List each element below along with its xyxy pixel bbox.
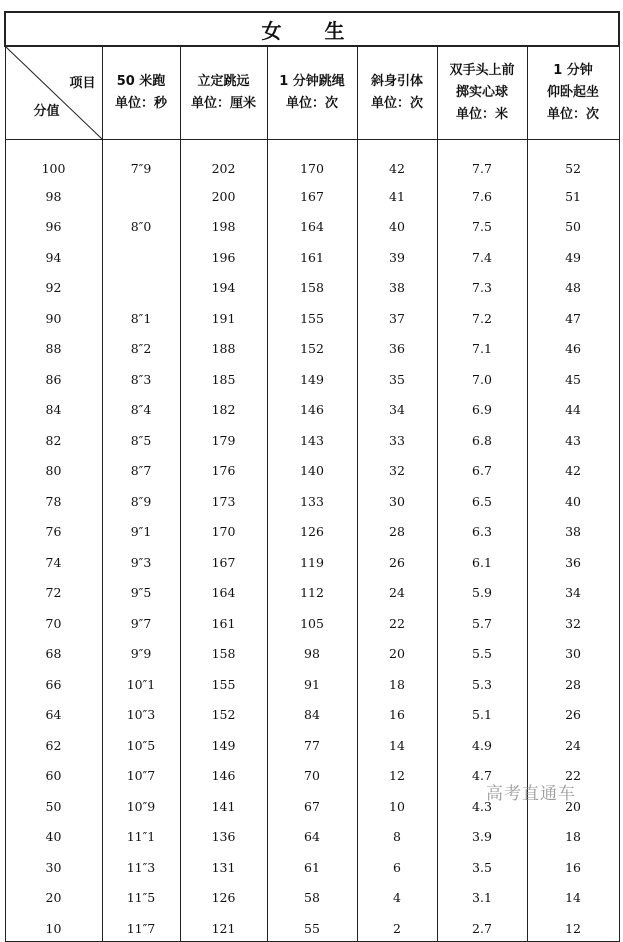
value-cell: 24 [527,727,619,758]
value-cell: 164 [267,209,357,240]
table-row [5,209,619,240]
value-cell: 52 [527,140,619,179]
table-title: 女 生 [5,12,619,46]
score-cell: 20 [5,880,102,911]
value-cell: 10″9 [102,788,180,819]
value-cell: 167 [180,544,267,575]
value-cell: 2.7 [437,910,527,941]
value-cell: 5.9 [437,575,527,606]
value-cell: 55 [267,910,357,941]
table-row [5,514,619,545]
column-header-3 [267,46,357,140]
value-cell: 121 [180,910,267,941]
value-cell: 24 [357,575,437,606]
value-cell: 6.8 [437,422,527,453]
table-row [5,483,619,514]
value-cell: 64 [267,819,357,850]
value-cell: 84 [267,697,357,728]
column-unit: 单位：次 [370,96,423,111]
value-cell: 3.9 [437,819,527,850]
value-cell: 47 [527,300,619,331]
value-cell: 46 [527,331,619,362]
value-cell: 4.9 [437,727,527,758]
table-row [5,392,619,423]
value-cell: 11″5 [102,880,180,911]
value-cell: 48 [527,270,619,301]
value-cell: 30 [527,636,619,667]
value-cell: 26 [527,697,619,728]
value-cell: 158 [180,636,267,667]
score-cell: 90 [5,300,102,331]
score-cell: 66 [5,666,102,697]
column-header-2 [180,46,267,140]
value-cell: 7.1 [437,331,527,362]
value-cell: 152 [180,697,267,728]
value-cell: 8″5 [102,422,180,453]
value-cell: 30 [357,483,437,514]
value-cell: 22 [357,605,437,636]
value-cell: 32 [357,453,437,484]
table-row [5,331,619,362]
score-cell: 92 [5,270,102,301]
score-cell: 98 [5,178,102,209]
score-cell: 64 [5,697,102,728]
value-cell: 22 [527,758,619,789]
value-cell: 140 [267,453,357,484]
table-row [5,697,619,728]
value-cell: 51 [527,178,619,209]
score-cell: 30 [5,849,102,880]
value-cell: 35 [357,361,437,392]
score-cell: 50 [5,788,102,819]
value-cell: 18 [357,666,437,697]
value-cell: 11″7 [102,910,180,941]
value-cell: 202 [180,140,267,179]
column-header-6 [527,46,619,140]
value-cell: 8 [357,819,437,850]
column-unit: 单位：米 [455,107,508,122]
score-cell: 88 [5,331,102,362]
column-unit: 单位：次 [285,96,338,111]
column-name: 立定跳远 [197,74,250,89]
value-cell: 33 [357,422,437,453]
value-cell: 41 [357,178,437,209]
column-name: 1 分钟 仰卧起坐 [547,63,600,100]
value-cell: 7″9 [102,140,180,179]
table-row [5,636,619,667]
value-cell: 155 [267,300,357,331]
value-cell: 5.5 [437,636,527,667]
value-cell: 185 [180,361,267,392]
table-row [5,140,619,179]
value-cell: 170 [180,514,267,545]
score-cell: 70 [5,605,102,636]
score-cell: 82 [5,422,102,453]
value-cell: 14 [527,880,619,911]
value-cell: 146 [267,392,357,423]
value-cell: 200 [180,178,267,209]
value-cell: 7.3 [437,270,527,301]
corner-label-item: 项目 [69,76,96,91]
value-cell: 9″3 [102,544,180,575]
value-cell: 9″5 [102,575,180,606]
value-cell: 37 [357,300,437,331]
column-name: 双手头上前 掷实心球 [449,63,515,100]
value-cell: 8″4 [102,392,180,423]
table-row [5,849,619,880]
value-cell: 11″1 [102,819,180,850]
watermark-text: 高考直通车 [486,784,576,804]
value-cell: 112 [267,575,357,606]
value-cell: 4.3 [437,788,527,819]
value-cell: 45 [527,361,619,392]
value-cell: 7.7 [437,140,527,179]
value-cell: 6.9 [437,392,527,423]
value-cell: 14 [357,727,437,758]
header-row [5,46,619,140]
value-cell: 49 [527,239,619,270]
score-cell: 96 [5,209,102,240]
value-cell: 18 [527,819,619,850]
value-cell: 40 [357,209,437,240]
column-name: 斜身引体 [370,74,423,89]
value-cell: 7.2 [437,300,527,331]
value-cell: 5.7 [437,605,527,636]
value-cell: 11″3 [102,849,180,880]
value-cell: 158 [267,270,357,301]
value-cell: 91 [267,666,357,697]
value-cell [102,270,180,301]
value-cell: 7.6 [437,178,527,209]
value-cell: 136 [180,819,267,850]
value-cell: 38 [527,514,619,545]
column-unit: 单位：次 [547,107,600,122]
value-cell: 36 [357,331,437,362]
score-cell: 76 [5,514,102,545]
value-cell: 28 [527,666,619,697]
value-cell: 146 [180,758,267,789]
value-cell: 161 [180,605,267,636]
value-cell: 42 [357,140,437,179]
table-row [5,178,619,209]
score-cell: 80 [5,453,102,484]
table-row [5,239,619,270]
value-cell: 42 [527,453,619,484]
value-cell: 126 [267,514,357,545]
value-cell: 40 [527,483,619,514]
table-row [5,666,619,697]
value-cell: 16 [357,697,437,728]
value-cell: 34 [527,575,619,606]
score-cell: 62 [5,727,102,758]
value-cell: 8″3 [102,361,180,392]
value-cell: 131 [180,849,267,880]
table-row [5,819,619,850]
score-cell: 78 [5,483,102,514]
value-cell: 8″2 [102,331,180,362]
table-body [5,140,619,942]
value-cell: 34 [357,392,437,423]
value-cell: 32 [527,605,619,636]
value-cell: 39 [357,239,437,270]
value-cell: 26 [357,544,437,575]
value-cell: 9″7 [102,605,180,636]
value-cell: 173 [180,483,267,514]
value-cell: 170 [267,140,357,179]
value-cell: 188 [180,331,267,362]
value-cell: 2 [357,910,437,941]
value-cell [102,178,180,209]
value-cell: 20 [357,636,437,667]
column-name: 50 米跑 [116,74,166,89]
value-cell: 4 [357,880,437,911]
table-row [5,880,619,911]
corner-header-cell [5,46,102,140]
value-cell [102,239,180,270]
value-cell: 8″1 [102,300,180,331]
column-header-1 [102,46,180,140]
value-cell: 8″9 [102,483,180,514]
table-row [5,910,619,941]
value-cell: 4.7 [437,758,527,789]
value-cell: 143 [267,422,357,453]
value-cell: 7.4 [437,239,527,270]
column-name: 1 分钟跳绳 [279,74,345,89]
score-cell: 94 [5,239,102,270]
value-cell: 28 [357,514,437,545]
value-cell: 12 [357,758,437,789]
value-cell: 58 [267,880,357,911]
value-cell: 98 [267,636,357,667]
score-cell: 60 [5,758,102,789]
score-cell: 100 [5,140,102,179]
value-cell: 61 [267,849,357,880]
value-cell: 43 [527,422,619,453]
value-cell: 149 [180,727,267,758]
value-cell: 10″3 [102,697,180,728]
score-cell: 72 [5,575,102,606]
value-cell: 8″7 [102,453,180,484]
value-cell: 176 [180,453,267,484]
column-header-4 [357,46,437,140]
value-cell: 164 [180,575,267,606]
table-row [5,300,619,331]
value-cell: 141 [180,788,267,819]
value-cell: 38 [357,270,437,301]
value-cell: 7.0 [437,361,527,392]
value-cell: 198 [180,209,267,240]
score-cell: 68 [5,636,102,667]
corner-label-score: 分值 [33,104,60,119]
value-cell: 149 [267,361,357,392]
value-cell: 8″0 [102,209,180,240]
value-cell: 3.5 [437,849,527,880]
table-row [5,727,619,758]
value-cell: 6 [357,849,437,880]
value-cell: 6.7 [437,453,527,484]
value-cell: 105 [267,605,357,636]
value-cell: 6.5 [437,483,527,514]
value-cell: 194 [180,270,267,301]
score-cell: 86 [5,361,102,392]
value-cell: 152 [267,331,357,362]
column-unit: 单位：秒 [114,96,167,111]
value-cell: 6.1 [437,544,527,575]
value-cell: 5.1 [437,697,527,728]
table-row [5,605,619,636]
value-cell: 5.3 [437,666,527,697]
value-cell: 196 [180,239,267,270]
value-cell: 7.5 [437,209,527,240]
value-cell: 182 [180,392,267,423]
score-cell: 84 [5,392,102,423]
value-cell: 10″5 [102,727,180,758]
column-unit: 单位：厘米 [190,96,256,111]
value-cell: 16 [527,849,619,880]
value-cell: 20 [527,788,619,819]
value-cell: 9″1 [102,514,180,545]
table-row [5,575,619,606]
score-cell: 10 [5,910,102,941]
value-cell: 191 [180,300,267,331]
value-cell: 6.3 [437,514,527,545]
value-cell: 179 [180,422,267,453]
value-cell: 161 [267,239,357,270]
table-row [5,361,619,392]
value-cell: 12 [527,910,619,941]
value-cell: 167 [267,178,357,209]
score-cell: 74 [5,544,102,575]
value-cell: 10″1 [102,666,180,697]
column-header-5 [437,46,527,140]
value-cell: 10″7 [102,758,180,789]
table-row [5,544,619,575]
table-row [5,453,619,484]
score-cell: 40 [5,819,102,850]
value-cell: 9″9 [102,636,180,667]
table-row [5,270,619,301]
value-cell: 10 [357,788,437,819]
value-cell: 70 [267,758,357,789]
value-cell: 67 [267,788,357,819]
value-cell: 133 [267,483,357,514]
value-cell: 77 [267,727,357,758]
table-row [5,422,619,453]
value-cell: 119 [267,544,357,575]
value-cell: 126 [180,880,267,911]
value-cell: 36 [527,544,619,575]
value-cell: 50 [527,209,619,240]
value-cell: 155 [180,666,267,697]
value-cell: 44 [527,392,619,423]
value-cell: 3.1 [437,880,527,911]
